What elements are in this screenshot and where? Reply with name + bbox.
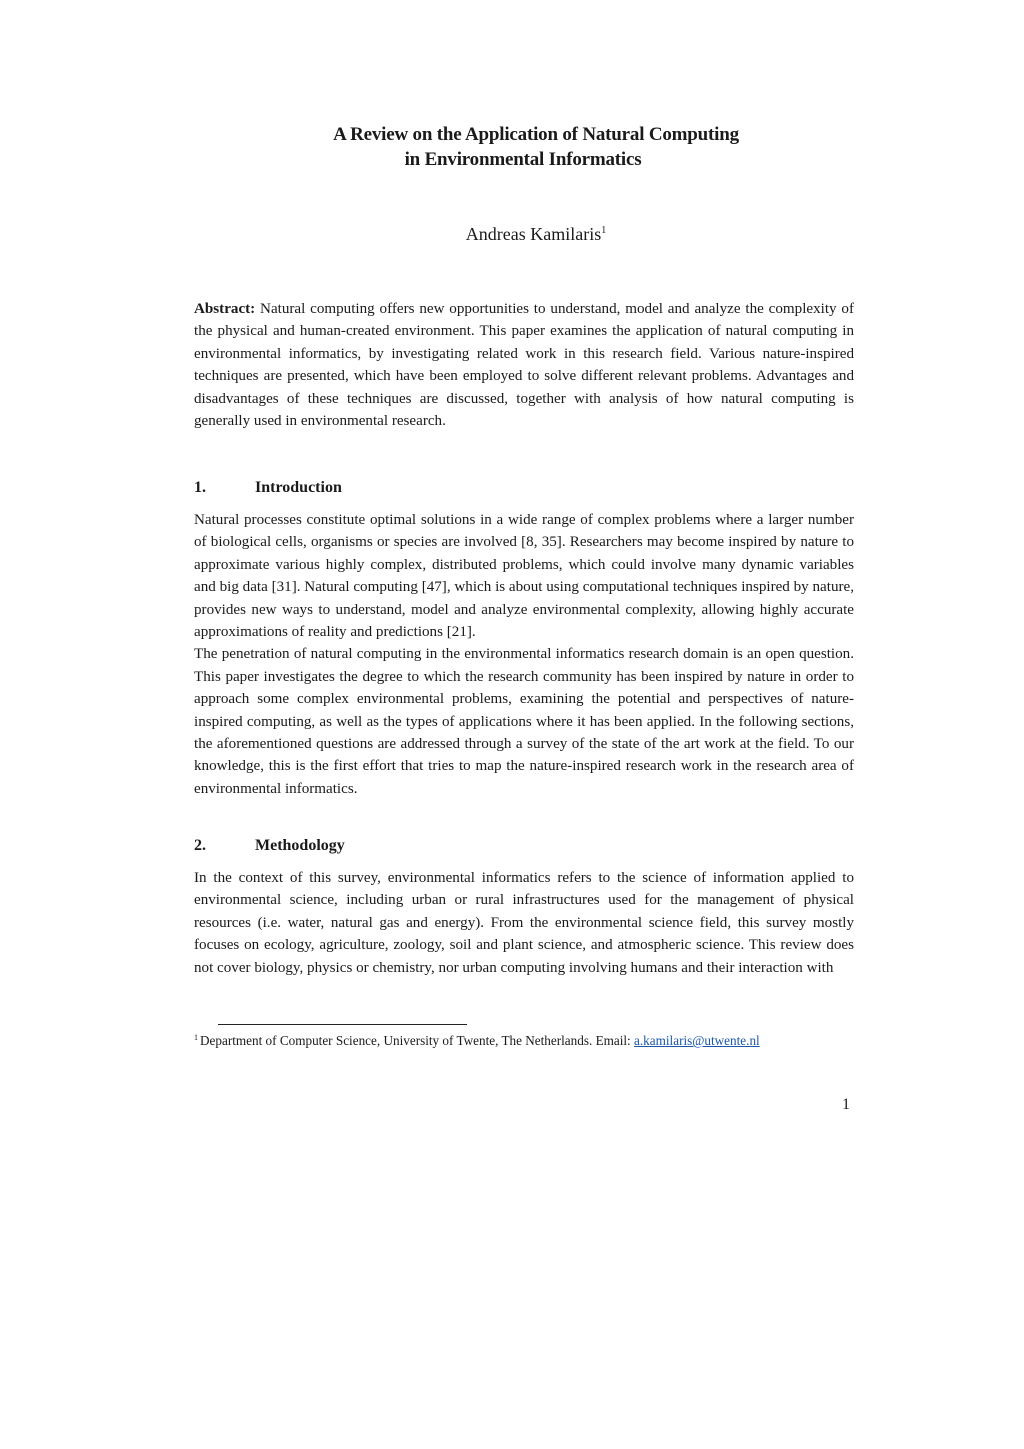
section-heading-methodology [194,835,345,857]
section-number: 1. [194,479,206,496]
abstract-label: Abstract: [194,301,256,317]
section-heading-introduction [194,477,342,499]
author-footnote-mark: 1 [601,225,607,236]
title-line-2: in Environmental Informatics [404,149,642,170]
footnote-mark: 1 [194,1032,198,1042]
paragraph: In the context of this survey, environmental informatics refers to the science of information applied to environmental science, including urban or rural infrastructures used for the management of physical resources (i.e. water, natural gas and energy). From the environmental science field, this survey mostly focuses on ecology, agriculture, zoology, soil and plant science, and atmospheric science. This review does not cover biology, physics or chemistry, nor urban computing involving humans and their interaction with [194,870,854,976]
author-line [0,222,1024,246]
paragraph: The penetration of natural computing in the environmental informatics research domain is an open question. This paper investigates the degree to which the research community has been inspired by nature in order to approach some complex environmental problems, examining the potential and perspectives of nature-inspired computing, as well as the types of applications where it has been applied. In the following sections, the aforementioned questions are addressed through a survey of the state of the art work at the field. To our knowledge, this is the first effort that tries to map the nature-inspired research work in the research area of environmental informatics. [194,646,854,797]
paragraph: Natural processes constitute optimal solutions in a wide range of complex problems where a larger number of biological cells, organisms or species are involved [8, 35]. Researchers may become inspired by nature to approximate various highly complex, distributed problems, which could involve many dynamic variables and big data [31]. Natural computing [47], which is about using computational techniques inspired by nature, provides new ways to understand, model and analyze environmental complexity, allowing highly accurate approximations of reality and predictions [21]. [194,512,854,641]
section-body-methodology [194,867,854,979]
page-number: 1 [842,1096,850,1113]
email-link[interactable]: a.kamilaris@utwente.nl [634,1033,760,1048]
title-line-1: A Review on the Application of Natural Computing [333,124,739,145]
footnote [194,1031,760,1051]
section-number: 2. [194,837,206,854]
paper-title [0,122,1024,172]
section-title: Introduction [255,479,342,496]
section-title: Methodology [255,837,345,854]
abstract-text: Natural computing offers new opportunities to understand, model and analyze the complexity of the physical and human-created environment. This paper examines the application of natural computing in environmental informatics, by investigating related work in this research field. Various nature-inspired techniques are presented, which have been employed to solve different relevant problems. Advantages and disadvantages of these techniques are discussed, together with analysis of how natural computing is generally used in environmental research. [194,301,854,430]
footnote-divider [218,1024,467,1025]
abstract [194,298,854,432]
footnote-text: Department of Computer Science, University of Twente, The Netherlands. Email: [200,1033,635,1048]
section-body-introduction [194,509,854,800]
author-name: Andreas Kamilaris [465,224,602,244]
